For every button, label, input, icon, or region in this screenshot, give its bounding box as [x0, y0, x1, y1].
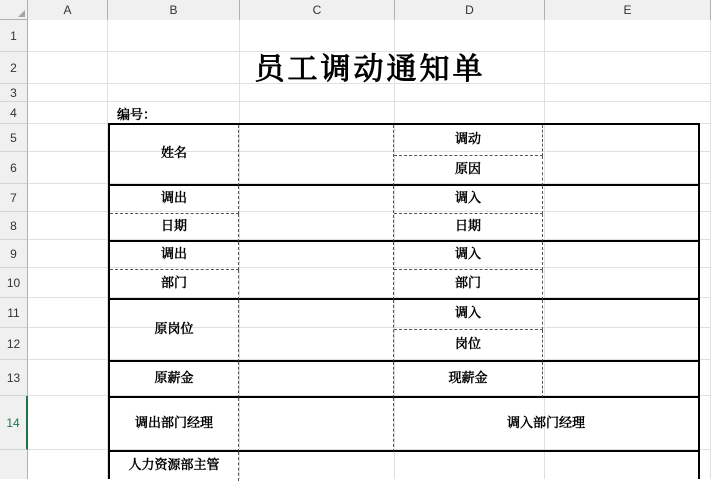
cell-out-manager-value[interactable] [239, 398, 394, 452]
row-header-13[interactable]: 13 [0, 360, 28, 396]
row-header-6[interactable]: 6 [0, 152, 28, 184]
cell-new-post-label-line1[interactable]: 调入 [394, 300, 543, 330]
cell-new-post-value[interactable] [543, 300, 698, 362]
cell-in-manager-label[interactable]: 调入部门经理 [394, 398, 698, 452]
row-header-9[interactable]: 9 [0, 240, 28, 268]
cell-hr-supervisor-label[interactable]: 人力资源部主管 [110, 452, 239, 481]
cell-old-salary-value[interactable] [239, 362, 394, 398]
cell-out-date-label-line1[interactable]: 调出 [110, 186, 239, 214]
cell-in-dept-value[interactable] [543, 242, 698, 300]
cell-reason-label-line1[interactable]: 调动 [394, 125, 543, 156]
cell-in-date-label-line2[interactable]: 日期 [394, 214, 543, 242]
column-header-b[interactable]: B [108, 0, 240, 20]
cell-name-value[interactable] [239, 125, 394, 186]
grid-row-line-3 [28, 101, 711, 102]
cell-out-dept-label-line2[interactable]: 部门 [110, 270, 239, 300]
cell-out-date-label-line2[interactable]: 日期 [110, 214, 239, 242]
cell-in-date-label-line1[interactable]: 调入 [394, 186, 543, 214]
row-header-11[interactable]: 11 [0, 298, 28, 328]
cell-reason-value[interactable] [543, 125, 698, 186]
row-header-1[interactable]: 1 [0, 20, 28, 52]
row-header-8[interactable]: 8 [0, 212, 28, 240]
cell-in-dept-label-line1[interactable]: 调入 [394, 242, 543, 270]
column-header-a[interactable]: A [28, 0, 108, 20]
row-header-7[interactable]: 7 [0, 184, 28, 212]
cell-out-date-value[interactable] [239, 186, 394, 242]
column-header-e[interactable]: E [545, 0, 711, 20]
select-all-triangle-icon [18, 10, 25, 17]
cell-hr-supervisor-value[interactable] [239, 452, 698, 481]
cell-old-post-value[interactable] [239, 300, 394, 362]
row-header-12[interactable]: 12 [0, 328, 28, 360]
cell-new-salary-value[interactable] [543, 362, 698, 398]
column-header-c[interactable]: C [240, 0, 395, 20]
cell-in-date-value[interactable] [543, 186, 698, 242]
row-header-5[interactable]: 5 [0, 124, 28, 152]
cell-out-dept-value[interactable] [239, 242, 394, 300]
cell-new-salary-label[interactable]: 现薪金 [394, 362, 543, 398]
select-all-button[interactable] [0, 0, 28, 20]
column-header-d[interactable]: D [395, 0, 545, 20]
cell-new-post-label-line2[interactable]: 岗位 [394, 330, 543, 362]
cell-reason-label-line2[interactable]: 原因 [394, 156, 543, 186]
row-header-10[interactable]: 10 [0, 268, 28, 298]
transfer-form-table [108, 123, 700, 479]
number-label: 编号： [117, 108, 157, 123]
page-title: 员工调动通知单 [254, 52, 486, 87]
row-header-2[interactable]: 2 [0, 52, 28, 84]
row-header-4[interactable]: 4 [0, 102, 28, 124]
row-header-14[interactable]: 14 [0, 396, 28, 450]
cell-in-dept-label-line2[interactable]: 部门 [394, 270, 543, 300]
cell-out-manager-label[interactable]: 调出部门经理 [110, 398, 239, 452]
row-header-3[interactable]: 3 [0, 84, 28, 102]
cell-old-post-label[interactable]: 原岗位 [110, 300, 239, 362]
cell-name-label[interactable]: 姓名 [110, 125, 239, 186]
row-header-15[interactable] [0, 450, 28, 479]
cell-old-salary-label[interactable]: 原薪金 [110, 362, 239, 398]
cell-out-dept-label-line1[interactable]: 调出 [110, 242, 239, 270]
